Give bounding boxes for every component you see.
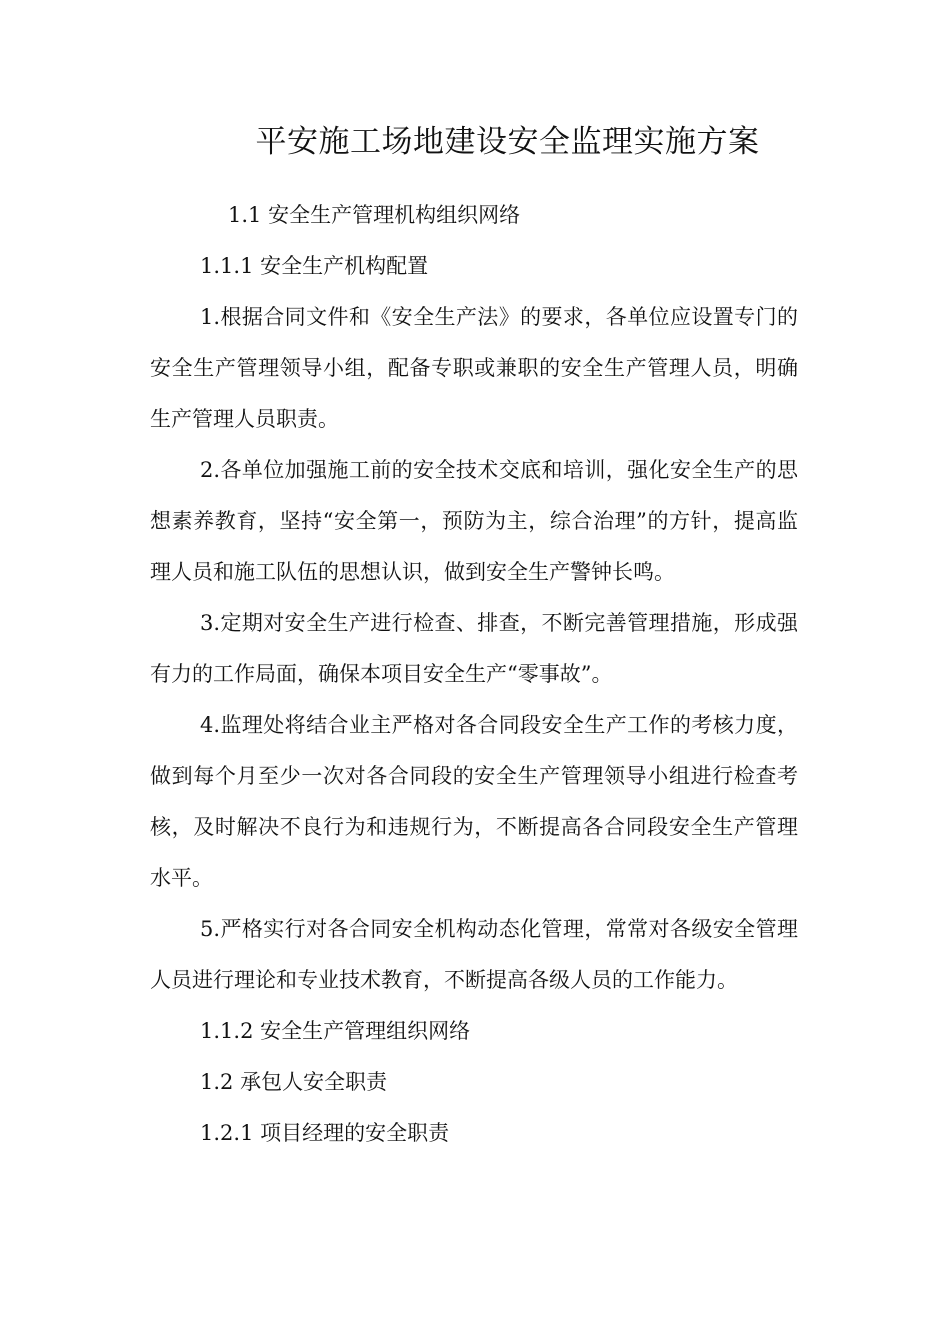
document-title: 平安施工场地建设安全监理实施方案 [255,124,760,160]
heading-1-1-2: 1.1.2 安全生产管理组织网络 [200,1019,471,1043]
document-body [150,190,798,1159]
paragraph-3: 3.定期对安全生产进行检查、排查，不断完善管理措施，形成强有力的工作局面，确保本项目安全生产“零事故”。 [150,611,798,686]
heading-1-2: 1.2 承包人安全职责 [200,1070,388,1094]
heading-1-1: 1.1 安全生产管理机构组织网络 [228,203,521,227]
heading-1-1-1: 1.1.1 安全生产机构配置 [200,254,429,278]
heading-1-2-1: 1.2.1 项目经理的安全职责 [200,1121,450,1145]
paragraph-2: 2.各单位加强施工前的安全技术交底和培训，强化安全生产的思想素养教育，坚持“安全第一，预防为主，综合治理”的方针，提高监理人员和施工队伍的思想认识，做到安全生产警钟长鸣。 [150,458,798,584]
paragraph-5: 5.严格实行对各合同安全机构动态化管理，常常对各级安全管理人员进行理论和专业技术教育，不断提高各级人员的工作能力。 [150,917,798,992]
paragraph-1: 1.根据合同文件和《安全生产法》的要求，各单位应设置专门的安全生产管理领导小组，配备专职或兼职的安全生产管理人员，明确生产管理人员职责。 [150,305,798,431]
paragraph-4: 4.监理处将结合业主严格对各合同段安全生产工作的考核力度，做到每个月至少一次对各合同段的安全生产管理领导小组进行检查考核，及时解决不良行为和违规行为，不断提高各合同段安全生产管理水平。 [150,713,798,890]
